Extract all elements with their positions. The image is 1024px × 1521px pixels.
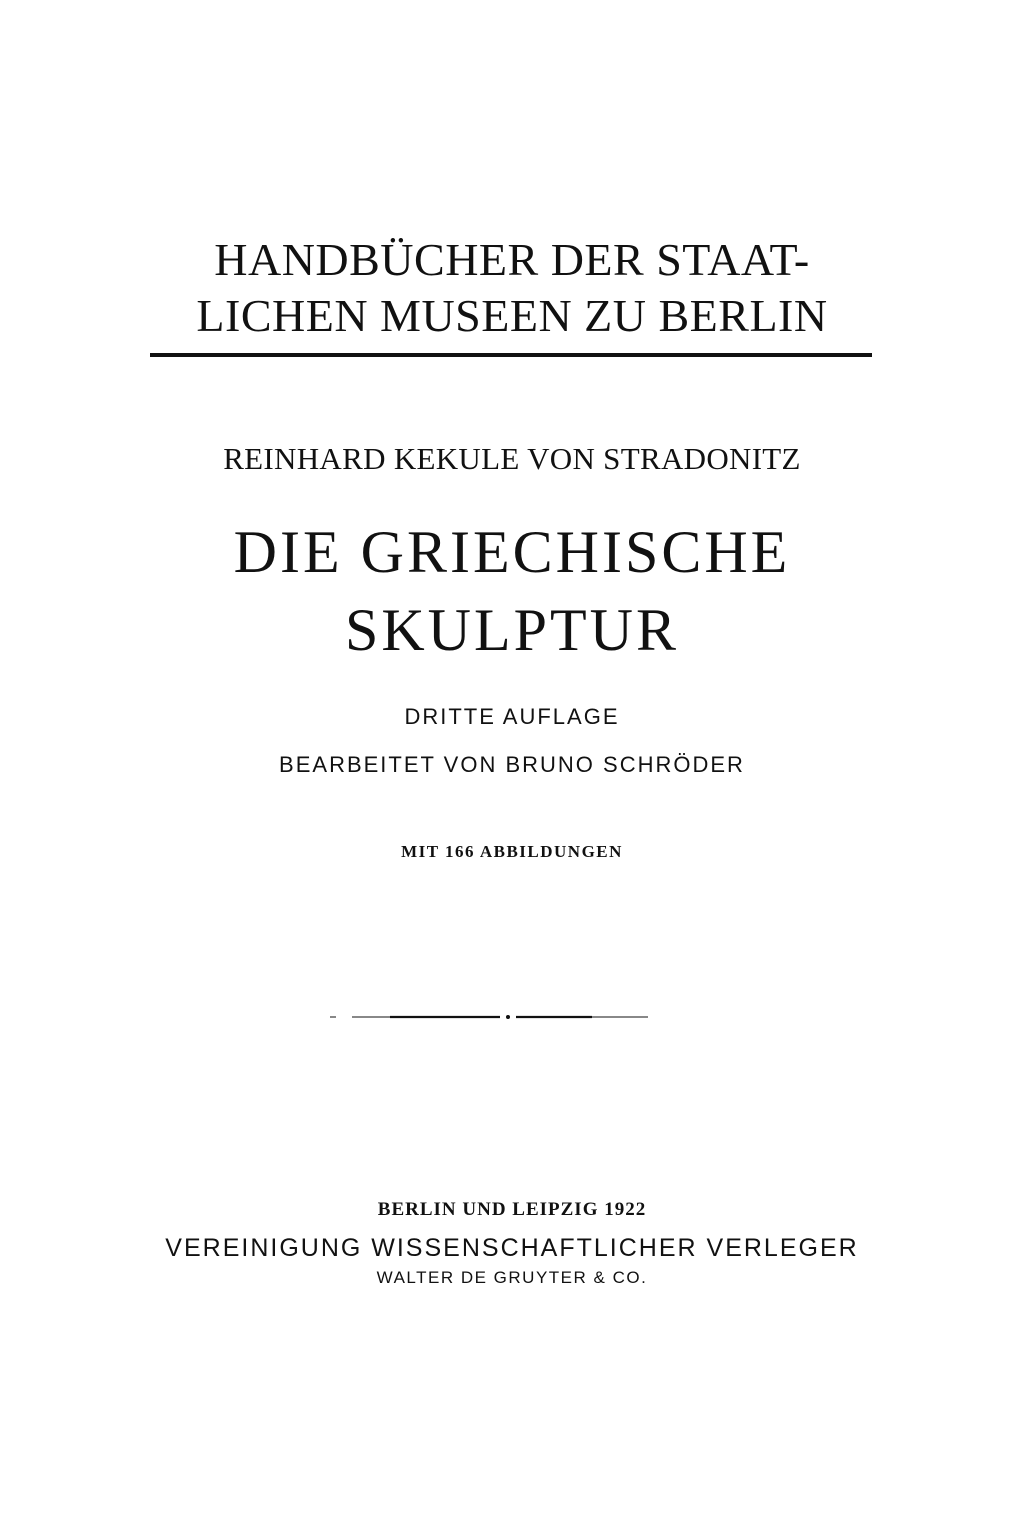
book-title-line-1: DIE GRIECHISCHE: [233, 519, 791, 585]
ornamental-divider: [330, 1010, 650, 1024]
illustrations-note: MIT 166 ABBILDUNGEN: [401, 842, 623, 861]
publisher-firm: WALTER DE GRUYTER & CO.: [376, 1268, 648, 1287]
publisher-name: VEREINIGUNG WISSENSCHAFTLICHER VERLEGER: [165, 1234, 859, 1262]
editor-statement: BEARBEITET VON BRUNO SCHRÖDER: [279, 752, 745, 777]
series-rule: [150, 353, 872, 357]
place-and-year: BERLIN UND LEIPZIG 1922: [377, 1199, 647, 1220]
author-name: REINHARD KEKULE VON STRADONITZ: [223, 441, 801, 476]
series-title-line-1: HANDBÜCHER DER STAAT-: [214, 234, 810, 285]
series-title-line-2: LICHEN MUSEEN ZU BERLIN: [196, 290, 828, 341]
edition-statement: DRITTE AUFLAGE: [404, 704, 620, 729]
book-title-line-2: SKULPTUR: [344, 597, 680, 663]
